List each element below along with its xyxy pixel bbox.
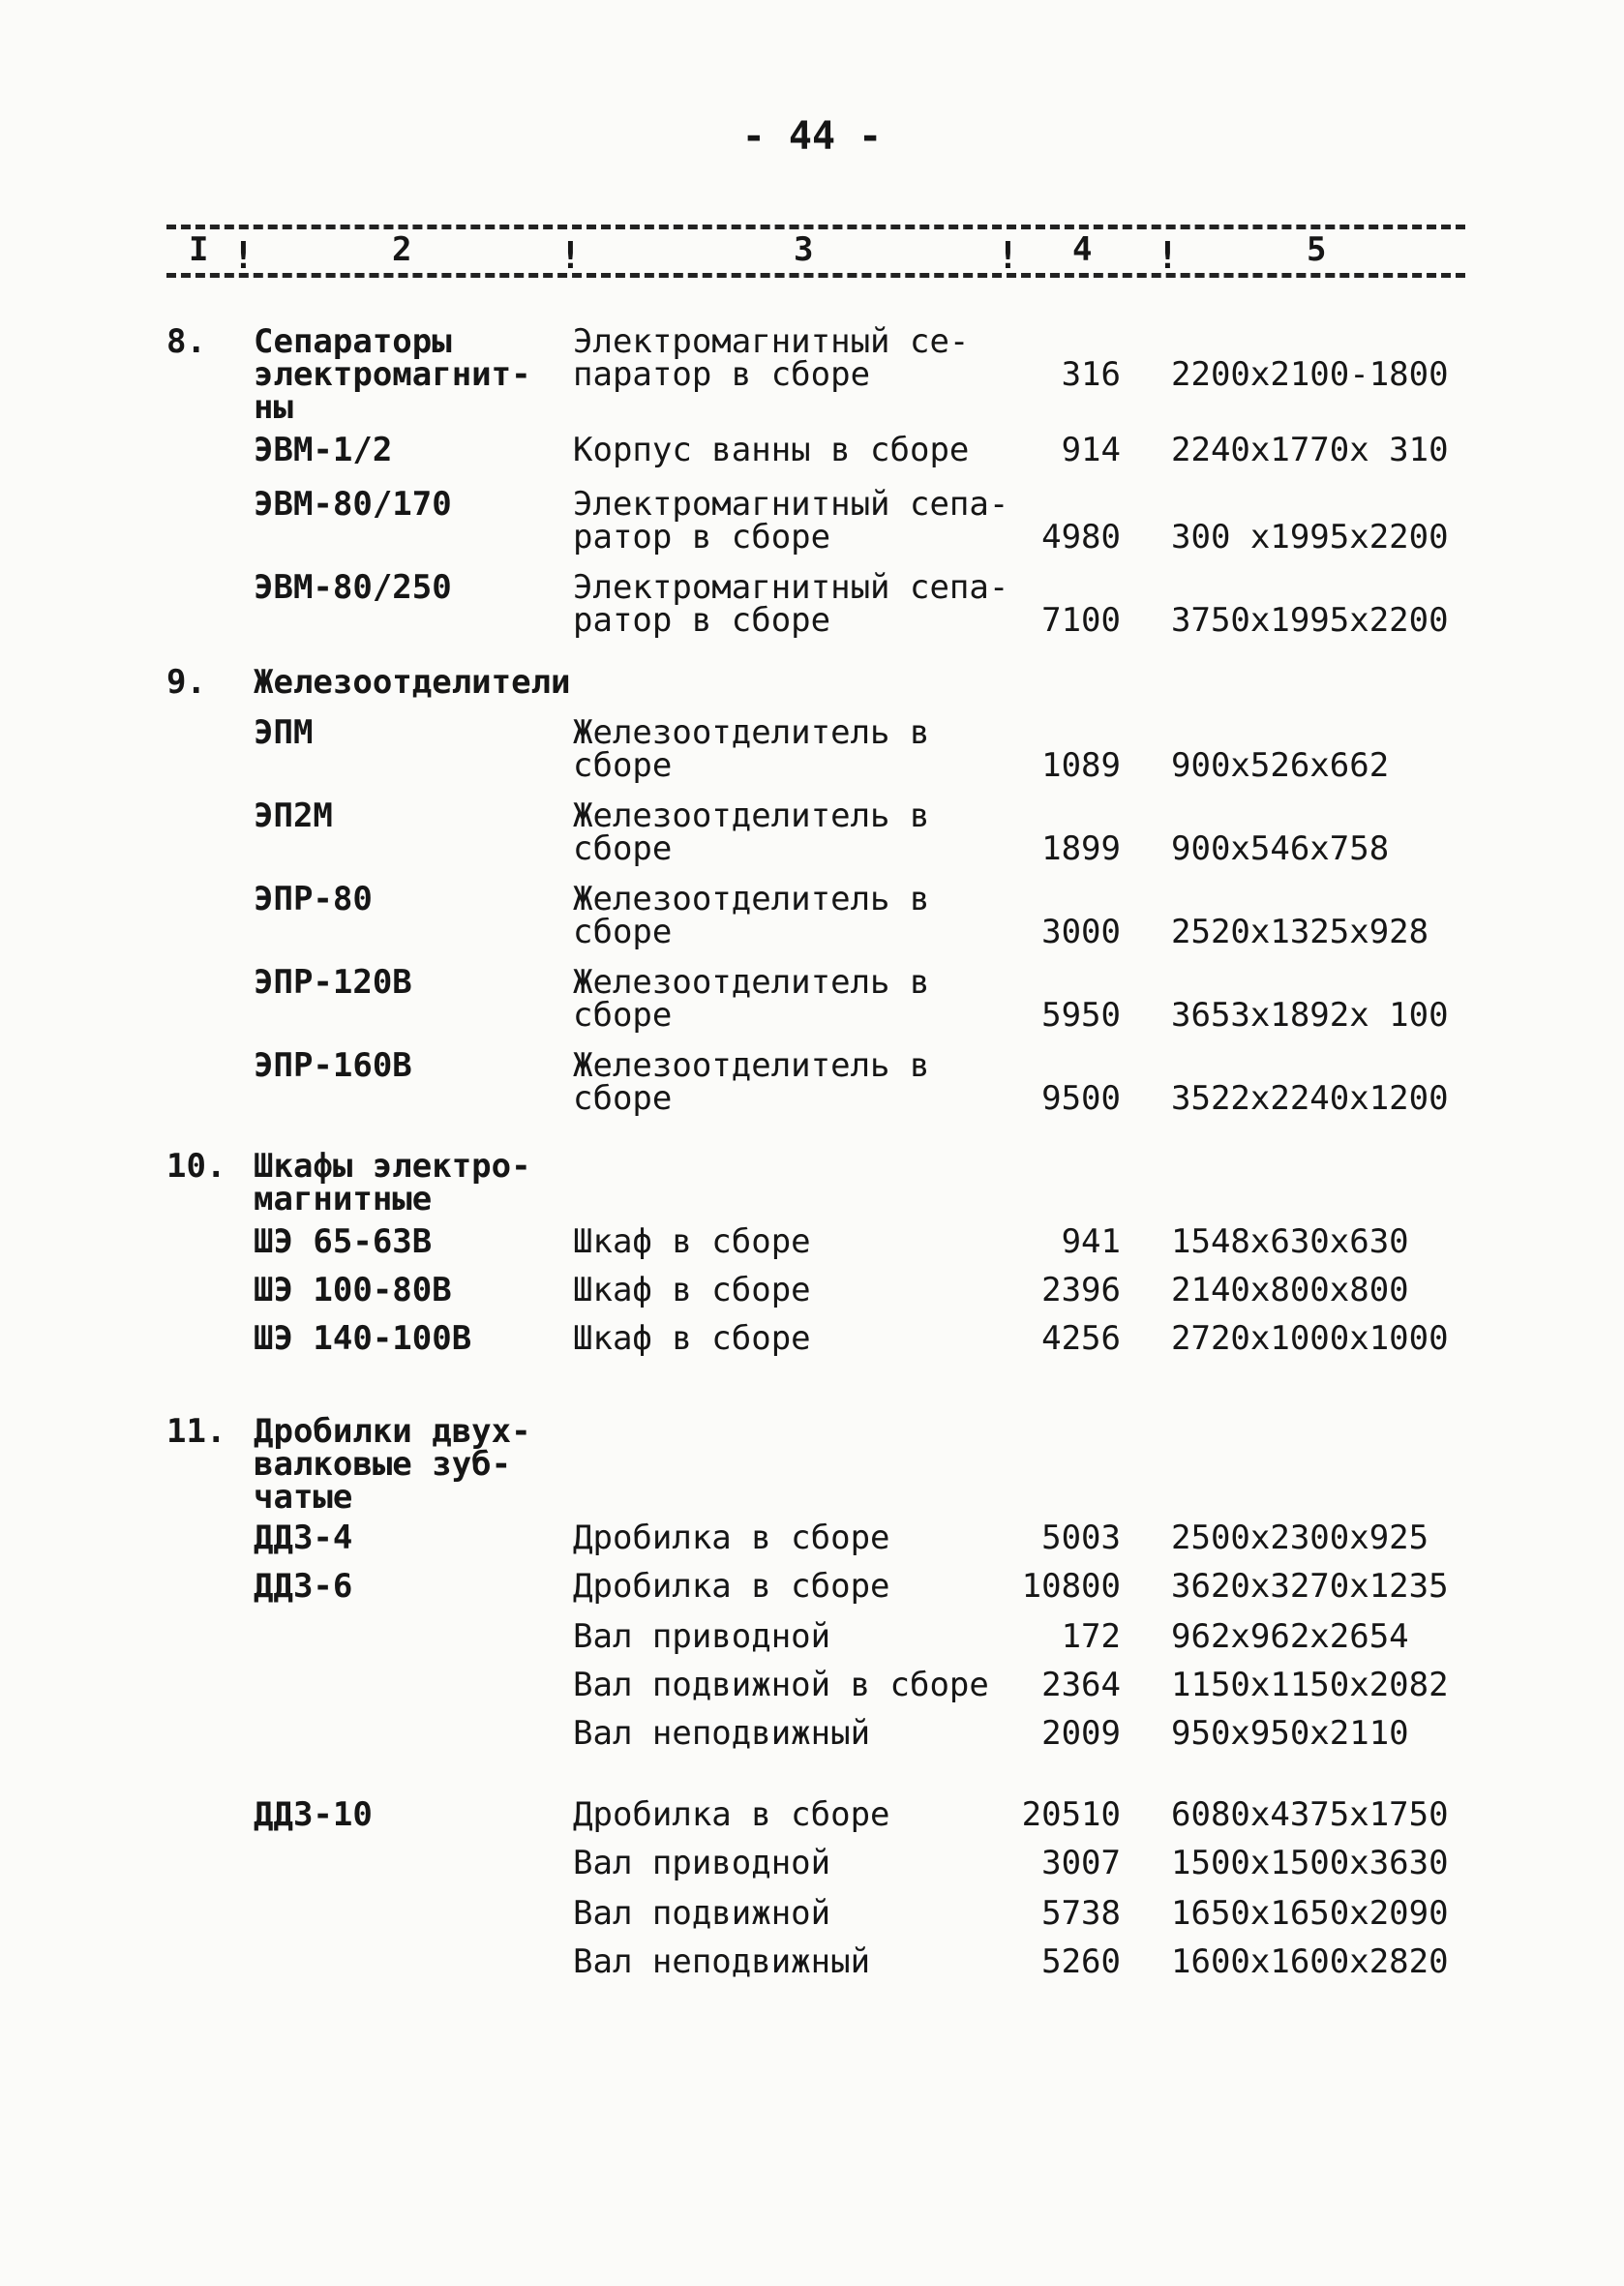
item-dimensions: 2200x2100-1800 [1171, 355, 1449, 394]
item-mass: 5950 [1041, 996, 1121, 1035]
column-header-3: 3 [794, 230, 814, 269]
section-title: Железоотделители [254, 663, 571, 702]
page-number: - 44 - [741, 114, 883, 159]
item-dimensions: 3653x1892x 100 [1171, 996, 1449, 1035]
item-dimensions: 2500x2300x925 [1171, 1519, 1429, 1557]
item-model: ШЭ 140-100В [254, 1319, 472, 1358]
item-model: ШЭ 100-80В [254, 1271, 452, 1309]
item-description: Вал приводной [573, 1844, 831, 1882]
item-description: Вал подвижной [573, 1894, 831, 1933]
item-model: ДДЗ-10 [254, 1795, 373, 1834]
item-dimensions: 1548x630x630 [1171, 1222, 1409, 1261]
column-header-5: 5 [1307, 230, 1327, 269]
item-dimensions: 1500x1500x3630 [1171, 1844, 1449, 1882]
item-description: Дробилка в сборе [573, 1519, 890, 1557]
column-separator: ! [997, 234, 1019, 277]
item-model: ЭПР-120В [254, 963, 412, 1002]
item-dimensions: 3522x2240x1200 [1171, 1079, 1449, 1118]
item-description: Железоотделитель в сборе [573, 1046, 930, 1118]
section-title: Дробилки двух- валковые зуб- чатые [254, 1412, 531, 1517]
item-mass: 2009 [1041, 1714, 1121, 1753]
item-mass: 1089 [1041, 746, 1121, 785]
item-dimensions: 6080x4375x1750 [1171, 1795, 1449, 1834]
item-mass: 2396 [1041, 1271, 1121, 1309]
item-dimensions: 2240x1770x 310 [1171, 431, 1449, 469]
item-dimensions: 950x950x2110 [1171, 1714, 1409, 1753]
item-mass: 20510 [1021, 1795, 1121, 1834]
item-mass: 914 [1061, 431, 1121, 469]
item-dimensions: 900x546x758 [1171, 829, 1390, 868]
item-model: ЭВМ-1/2 [254, 431, 393, 469]
section-number: 9. [166, 663, 206, 702]
item-description: Шкаф в сборе [573, 1319, 811, 1358]
section-title: Сепараторы электромагнит- ны [254, 322, 531, 427]
item-description: Вал неподвижный [573, 1714, 871, 1753]
column-header-4: 4 [1072, 230, 1093, 269]
item-mass: 941 [1061, 1222, 1121, 1261]
item-description: Шкаф в сборе [573, 1222, 811, 1261]
item-dimensions: 300 x1995x2200 [1171, 518, 1449, 556]
item-mass: 316 [1061, 355, 1121, 394]
column-separator: ! [232, 234, 255, 277]
item-mass: 5260 [1041, 1942, 1121, 1981]
item-description: Вал подвижной в сборе [573, 1666, 989, 1704]
column-separator: ! [559, 234, 582, 277]
item-mass: 10800 [1021, 1567, 1121, 1606]
item-dimensions: 2520x1325x928 [1171, 913, 1429, 951]
item-model: ЭПМ [254, 713, 314, 752]
item-dimensions: 1150x1150x2082 [1171, 1666, 1449, 1704]
item-mass: 3000 [1041, 913, 1121, 951]
item-description: Вал приводной [573, 1617, 831, 1656]
item-description: Электромагнитный сепа- ратор в сборе [573, 485, 1009, 556]
item-mass: 7100 [1041, 601, 1121, 640]
item-dimensions: 3620x3270x1235 [1171, 1567, 1449, 1606]
item-mass: 4980 [1041, 518, 1121, 556]
item-model: ЭВМ-80/250 [254, 568, 452, 607]
section-number: 8. [166, 322, 206, 361]
item-description: Железоотделитель в сборе [573, 880, 930, 951]
item-model: ШЭ 65-63В [254, 1222, 433, 1261]
item-description: Корпус ванны в сборе [573, 431, 970, 469]
item-description: Дробилка в сборе [573, 1567, 890, 1606]
item-description: Железоотделитель в сборе [573, 713, 930, 785]
column-header-1: I [189, 230, 209, 269]
item-model: ЭПР-80 [254, 880, 373, 918]
column-header-2: 2 [392, 230, 412, 269]
item-dimensions: 1600x1600x2820 [1171, 1942, 1449, 1981]
table-header-top-rule [166, 225, 1465, 229]
item-model: ЭП2М [254, 797, 333, 835]
item-description: Дробилка в сборе [573, 1795, 890, 1834]
item-mass: 4256 [1041, 1319, 1121, 1358]
item-mass: 5003 [1041, 1519, 1121, 1557]
item-description: Железоотделитель в сборе [573, 963, 930, 1035]
item-mass: 9500 [1041, 1079, 1121, 1118]
item-mass: 1899 [1041, 829, 1121, 868]
item-description: Железоотделитель в сборе [573, 797, 930, 868]
item-model: ЭВМ-80/170 [254, 485, 452, 524]
item-model: ДДЗ-4 [254, 1519, 353, 1557]
item-dimensions: 3750x1995x2200 [1171, 601, 1449, 640]
item-description: Вал неподвижный [573, 1942, 871, 1981]
item-description: Шкаф в сборе [573, 1271, 811, 1309]
item-model: ДДЗ-6 [254, 1567, 353, 1606]
item-dimensions: 962x962x2654 [1171, 1617, 1409, 1656]
section-number: 10. [166, 1147, 226, 1186]
item-model: ЭПР-160В [254, 1046, 412, 1085]
item-mass: 3007 [1041, 1844, 1121, 1882]
section-title: Шкафы электро- магнитные [254, 1147, 531, 1218]
item-description: Электромагнитный се- паратор в сборе [573, 322, 970, 394]
item-dimensions: 900x526x662 [1171, 746, 1390, 785]
section-number: 11. [166, 1412, 226, 1451]
item-mass: 2364 [1041, 1666, 1121, 1704]
column-separator: ! [1157, 234, 1179, 277]
item-description: Электромагнитный сепа- ратор в сборе [573, 568, 1009, 640]
item-dimensions: 2140x800x800 [1171, 1271, 1409, 1309]
table-header-bottom-rule [166, 273, 1465, 278]
item-mass: 5738 [1041, 1894, 1121, 1933]
item-dimensions: 2720x1000x1000 [1171, 1319, 1449, 1358]
item-dimensions: 1650x1650x2090 [1171, 1894, 1449, 1933]
item-mass: 172 [1061, 1617, 1121, 1656]
